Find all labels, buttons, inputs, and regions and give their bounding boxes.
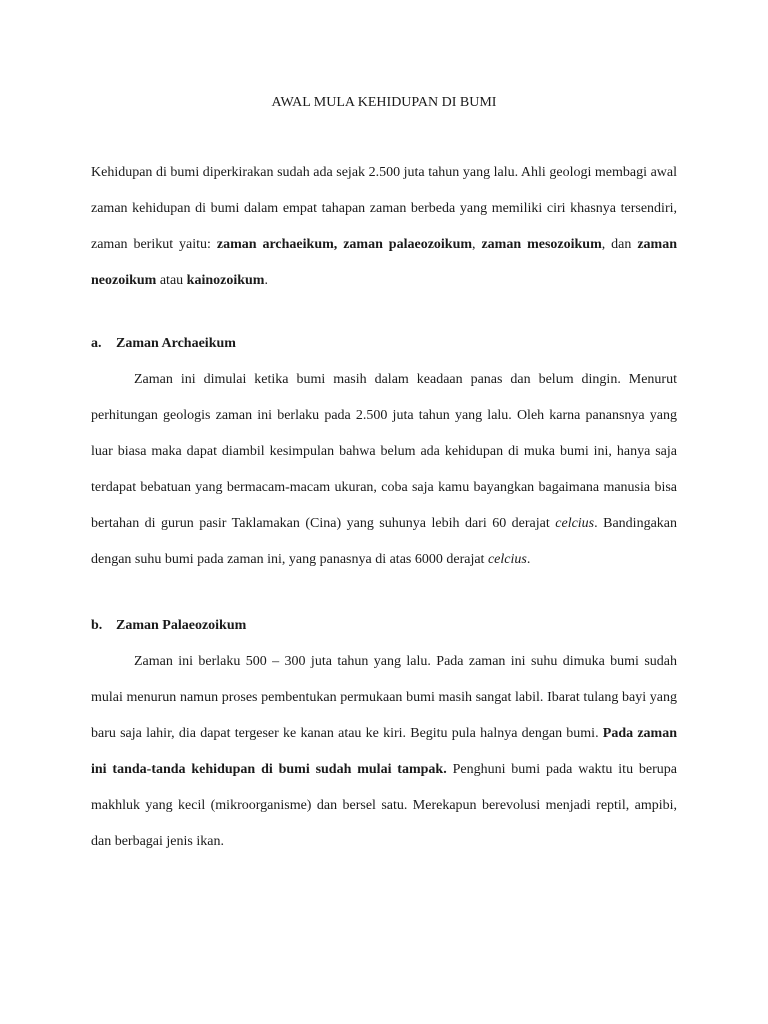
section-a-text-3: . bbox=[526, 552, 531, 567]
section-a-text-2: . Bandingakan dengan suhu bumi pada zaman ini, yang panasnya di atas 6000 derajat bbox=[91, 516, 677, 567]
intro-text-2: , bbox=[472, 237, 482, 252]
section-a-heading bbox=[91, 326, 677, 362]
section-b-title: Zaman Palaeozoikum bbox=[116, 618, 247, 633]
section-b-paragraph bbox=[91, 644, 677, 860]
section-b-text-1: Zaman ini berlaku 500 – 300 juta tahun yang lalu. Pada zaman ini suhu dimuka bumi sudah mulai menurun namun proses pembentukan permukaan bumi masih sangat labil. Ibarat tulang bayi yang baru saja lahir, dia dapat tergeser ke kanan atau ke kiri. Begitu pula halnya dengan bumi. bbox=[91, 654, 677, 741]
section-a-italic-2: celcius bbox=[487, 552, 527, 567]
section-a-paragraph bbox=[91, 362, 677, 578]
intro-bold-1: zaman archaeikum, zaman palaeozoikum bbox=[216, 237, 473, 252]
section-a-marker: a. bbox=[91, 336, 102, 351]
intro-bold-2: zaman mesozoikum bbox=[481, 237, 602, 252]
intro-bold-4: kainozoikum bbox=[186, 273, 265, 288]
document-title: AWAL MULA KEHIDUPAN DI BUMI bbox=[271, 95, 497, 110]
intro-text-4: atau bbox=[156, 273, 187, 288]
section-a-text-1: Zaman ini dimulai ketika bumi masih dalam keadaan panas dan belum dingin. Menurut perhitungan geologis zaman ini berlaku pada 2.500 juta tahun yang lalu. Oleh karna panansnya yang luar biasa maka dapat diambil kesimpulan bahwa belum ada kehidupan di muka bumi ini, hanya saja terdapat bebatuan yang bermacam-macam ukuran, coba saja kamu bayangkan bagaimana manusia bisa bertahan di gurun pasir Taklamakan (Cina) yang suhunya lebih dari 60 derajat bbox=[91, 372, 677, 531]
section-a-title: Zaman Archaeikum bbox=[116, 336, 236, 351]
section-b-text-2: Penghuni bumi pada waktu itu berupa makhluk yang kecil (mikroorganisme) dan bersel satu. Merekapun berevolusi menjadi reptil, ampibi, dan berbagai jenis ikan. bbox=[91, 762, 678, 849]
intro-text-3: , dan bbox=[601, 237, 638, 252]
section-a-italic-1: celcius bbox=[555, 516, 595, 531]
intro-text-5: . bbox=[264, 273, 268, 288]
section-b-marker: b. bbox=[91, 618, 103, 633]
section-b-heading bbox=[91, 608, 677, 644]
intro-bold-3: zaman neozoikum bbox=[91, 237, 677, 288]
section-b-bold-1: Pada zaman ini tanda-tanda kehidupan di bumi sudah mulai tampak. bbox=[91, 726, 677, 777]
intro-text-1: Kehidupan di bumi diperkirakan sudah ada sejak 2.500 juta tahun yang lalu. Ahli geologi membagi awal zaman kehidupan di bumi dalam empat tahapan zaman berbeda yang memiliki ciri khasnya tersendiri, zaman berikut yaitu: bbox=[91, 165, 677, 252]
intro-paragraph bbox=[91, 155, 677, 299]
